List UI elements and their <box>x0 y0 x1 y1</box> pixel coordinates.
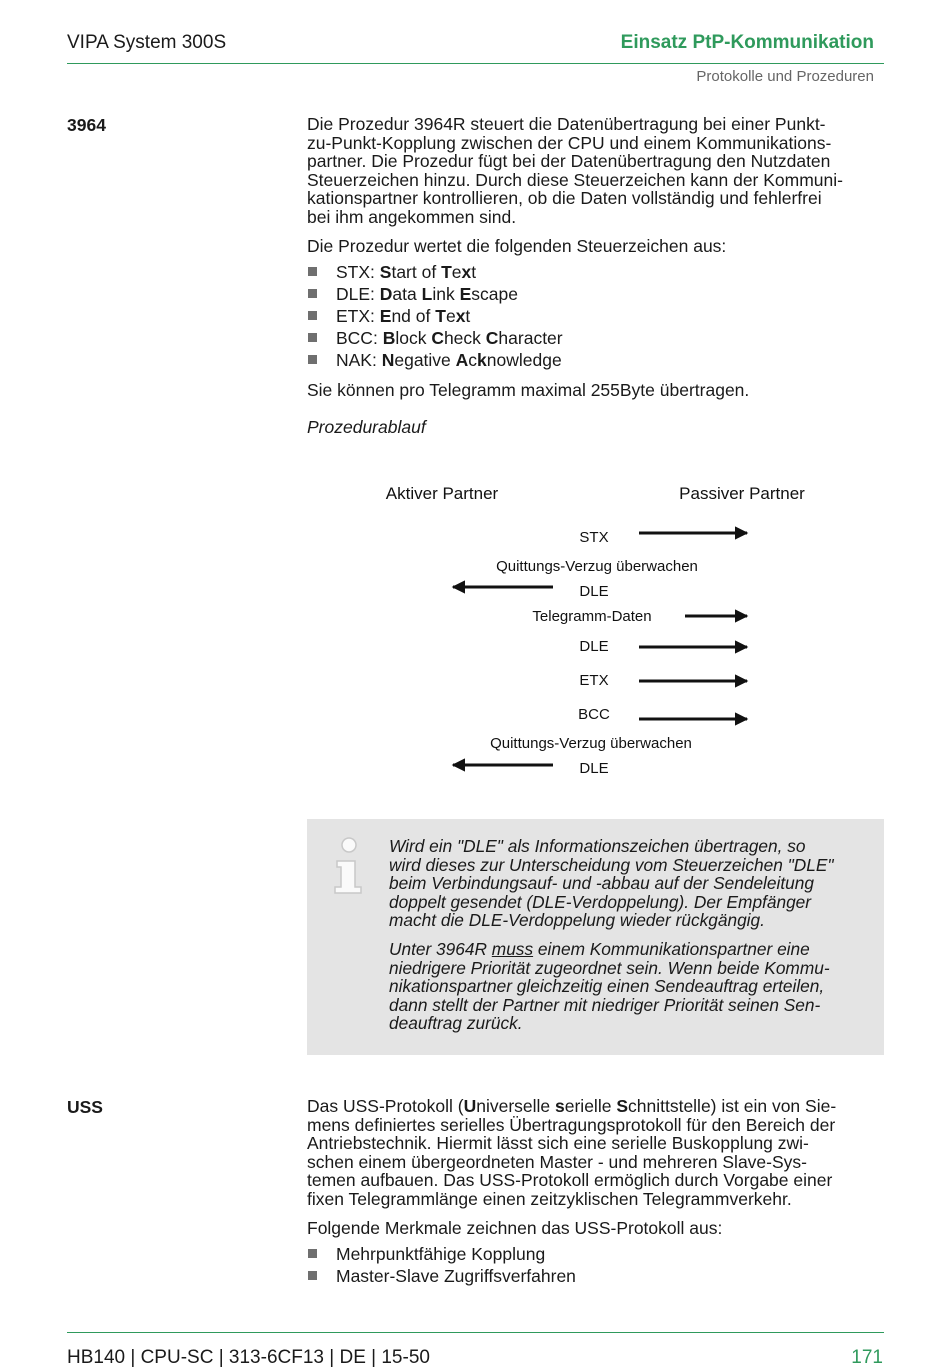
info-note-paragraph: Unter 3964R muss einem Kommunikationspartner eine niedrigere Priorität zugeordnet sein. Wenn beide Kommu- nikationspartner gleichzeitig einen Sendeauftrag erteilen, dann stellt der Partner mit niedriger Priorität seinen Sen- deauftrag zurück. <box>389 938 830 1034</box>
bullet-square-icon <box>308 267 317 276</box>
step-label-ack-delay: Quittungs-Verzug überwachen <box>490 735 692 752</box>
procedure-diagram-svg <box>307 478 887 798</box>
passive-partner-label: Passiver Partner <box>679 484 805 503</box>
header-title: VIPA System 300S <box>67 32 227 53</box>
step-label-dle: DLE <box>579 760 609 777</box>
section-subtitle: Protokolle und Prozeduren <box>696 68 874 85</box>
list-item: Mehrpunktfähige Kopplung <box>307 1243 887 1265</box>
uss-features-list <box>307 1243 887 1287</box>
info-note-text <box>389 837 877 1043</box>
list-item: Master-Slave Zugriffsverfahren <box>307 1265 887 1287</box>
step-label-bcc: BCC <box>578 706 610 723</box>
step-label-dle: DLE <box>579 583 609 600</box>
info-icon <box>329 835 369 897</box>
list-item: DLE: Data Link Escape <box>307 283 887 305</box>
info-note-paragraph: Wird ein "DLE" als Informationszeichen übertragen, so wird dieses zur Unterscheidung vom Steuerzeichen "DLE" beim Verbindungsauf- und -abbau auf der Sendeleitung doppelt gesendet (DLE-Verdoppelung). Der Empfänger macht die DLE-Verdoppelung wieder rückgängig. <box>389 836 834 931</box>
step-label-data: Telegramm-Daten <box>532 608 652 625</box>
list-item: STX: Start of Text <box>307 261 887 283</box>
procedure-heading: Prozedurablauf <box>307 416 426 437</box>
emphasis-must: muss <box>491 938 534 959</box>
page-number: 171 <box>851 1347 883 1368</box>
step-label-etx: ETX <box>579 672 609 689</box>
bullet-square-icon <box>308 1271 317 1280</box>
section-label-3964: 3964 <box>67 115 106 135</box>
info-note <box>307 819 884 1055</box>
footer-rule <box>67 1332 884 1333</box>
control-chars-intro: Die Prozedur wertet die folgenden Steuerzeichen aus: <box>307 235 727 256</box>
list-item: BCC: Block Check Character <box>307 327 887 349</box>
header-rule <box>67 63 884 64</box>
section-uss-body <box>307 1097 887 1295</box>
max-bytes-text: Sie können pro Telegramm maximal 255Byte übertragen. <box>307 380 750 401</box>
list-item: ETX: End of Text <box>307 305 887 327</box>
procedure-diagram <box>307 478 887 798</box>
control-chars-list <box>307 261 887 371</box>
list-item: NAK: Negative Acknowledge <box>307 349 887 371</box>
step-label-stx: STX <box>579 529 609 546</box>
bullet-square-icon <box>308 333 317 342</box>
uss-features-intro: Folgende Merkmale zeichnen das USS-Protokoll aus: <box>307 1217 723 1238</box>
bullet-square-icon <box>308 1249 317 1258</box>
step-label-dle: DLE <box>579 638 609 655</box>
bullet-square-icon <box>308 311 317 320</box>
footer-doc-id: HB140 | CPU-SC | 313-6CF13 | DE | 15-50 <box>67 1347 430 1368</box>
chapter-title: Einsatz PtP-Kommunikation <box>620 32 874 53</box>
step-label-ack-delay: Quittungs-Verzug überwachen <box>496 558 698 575</box>
active-partner-label: Aktiver Partner <box>385 484 499 503</box>
paragraph-uss-intro: Das USS-Protokoll (Universelle serielle Schnittstelle) ist ein von Sie- mens definiertes serielles Übertragungsprotokoll für den Bereich der Antriebstechnik. Hiermit lässt sich eine serielle Buskopplung zwi- schen einem übergeordneten Master - und mehreren Slave-Sys- temen aufbauen. Das USS-Protokoll ermöglich durch Vorgabe einer fixen Telegrammlänge einen zeitzyklischen Telegrammverkehr. <box>307 1096 837 1209</box>
bullet-square-icon <box>308 355 317 364</box>
paragraph-3964-intro: Die Prozedur 3964R steuert die Datenübertragung bei einer Punkt- zu-Punkt-Kopplung zwischen der CPU und einem Kommunikations- partner. Die Prozedur fügt bei der Datenübertragung den Nutzdaten Steuerzeichen hinzu. Durch diese Steuerzeichen kann der Kommuni- kationspartner kontrollieren, ob die Daten vollständig und fehlerfrei bei ihm angekommen sind. <box>307 114 843 227</box>
section-3964-body <box>307 115 887 446</box>
section-label-uss: USS <box>67 1097 103 1117</box>
bullet-square-icon <box>308 289 317 298</box>
